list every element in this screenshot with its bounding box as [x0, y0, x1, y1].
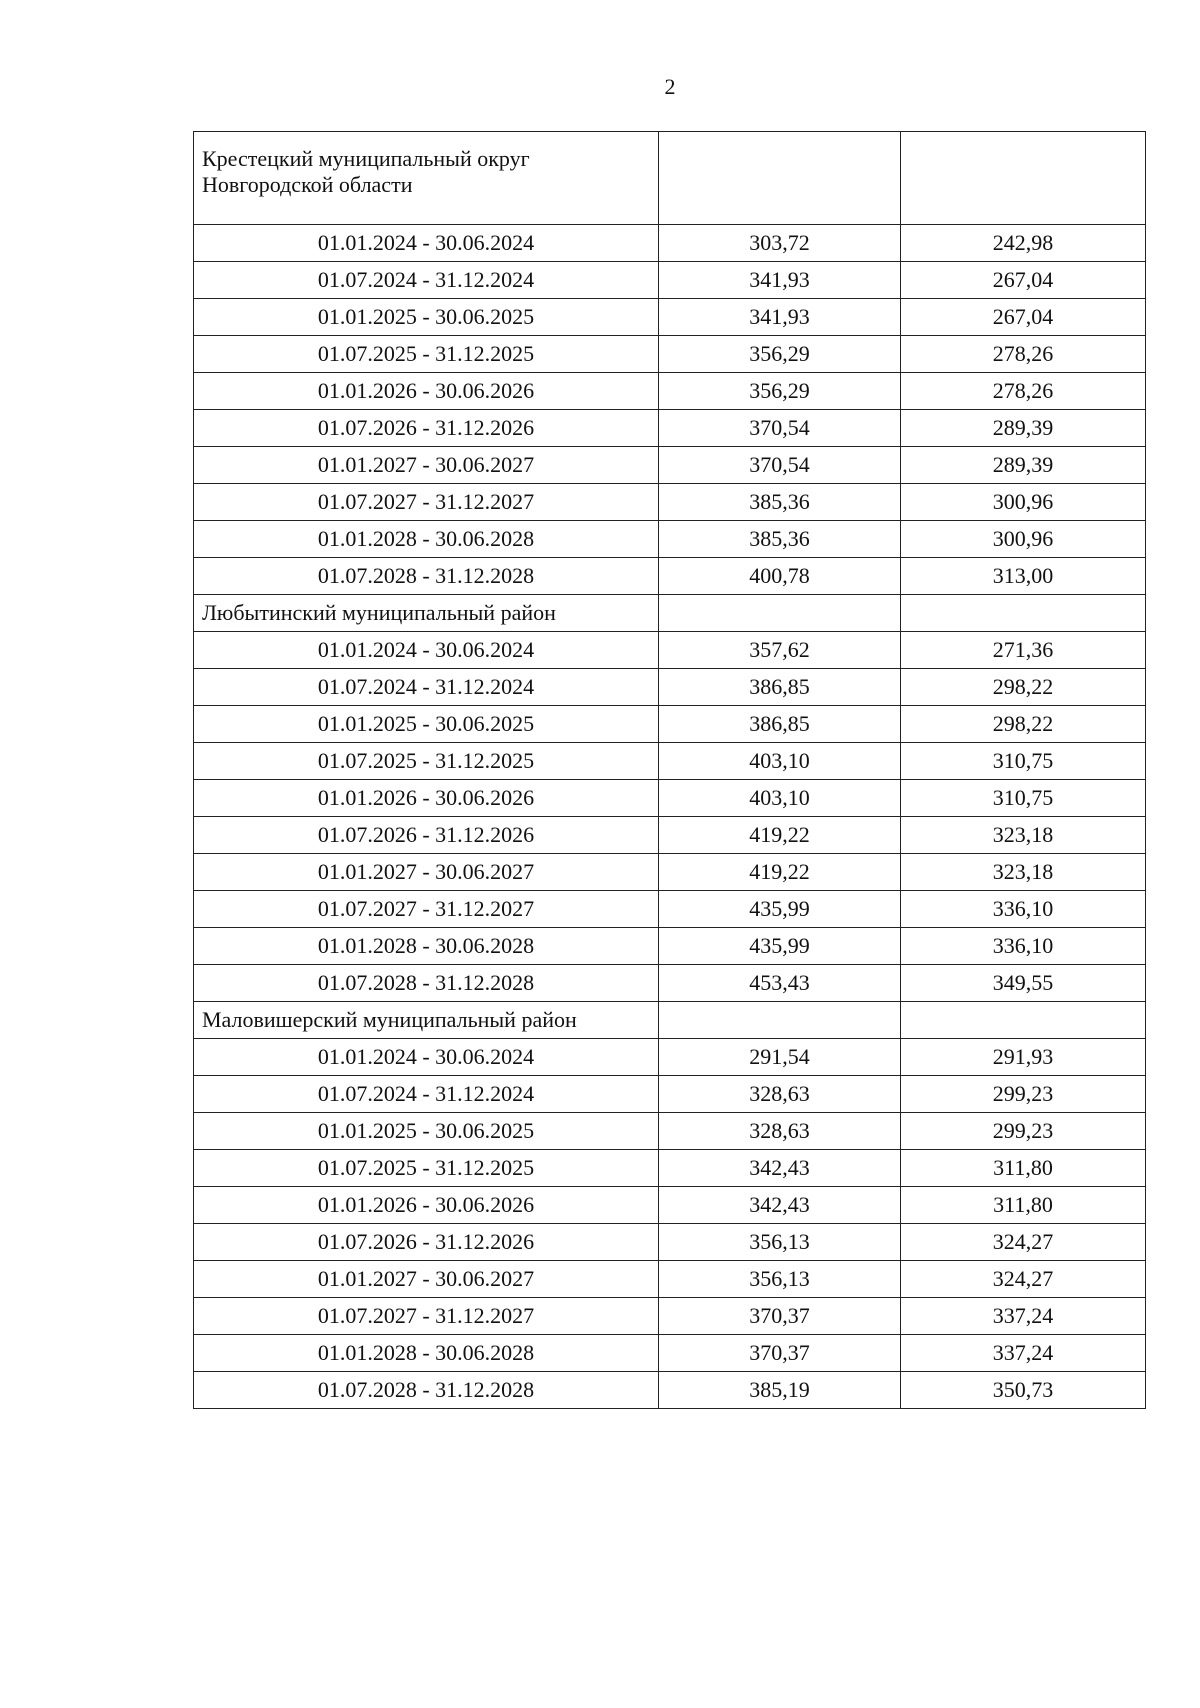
- group-name: Маловишерский муниципальный район: [194, 1002, 659, 1039]
- period-cell: 01.07.2027 - 31.12.2027: [194, 891, 659, 928]
- value-1-cell: 403,10: [659, 780, 901, 817]
- value-2-cell: 298,22: [901, 669, 1146, 706]
- period-cell: 01.07.2025 - 31.12.2025: [194, 743, 659, 780]
- period-cell: 01.07.2024 - 31.12.2024: [194, 1076, 659, 1113]
- table-row: [194, 484, 1146, 521]
- period-cell: 01.07.2028 - 31.12.2028: [194, 1372, 659, 1409]
- value-2-cell: 278,26: [901, 373, 1146, 410]
- period-cell: 01.07.2025 - 31.12.2025: [194, 336, 659, 373]
- period-cell: 01.01.2027 - 30.06.2027: [194, 854, 659, 891]
- table-row: [194, 1076, 1146, 1113]
- table-row: [194, 706, 1146, 743]
- period-cell: 01.07.2024 - 31.12.2024: [194, 262, 659, 299]
- value-2-cell: 300,96: [901, 521, 1146, 558]
- value-2-cell: 311,80: [901, 1150, 1146, 1187]
- value-1-cell: 386,85: [659, 669, 901, 706]
- period-cell: 01.01.2027 - 30.06.2027: [194, 447, 659, 484]
- table-row: [194, 1113, 1146, 1150]
- period-cell: 01.01.2027 - 30.06.2027: [194, 1261, 659, 1298]
- period-cell: 01.07.2027 - 31.12.2027: [194, 1298, 659, 1335]
- table-row: [194, 817, 1146, 854]
- value-1-cell: 385,36: [659, 521, 901, 558]
- value-2-cell: 337,24: [901, 1298, 1146, 1335]
- period-cell: 01.01.2024 - 30.06.2024: [194, 632, 659, 669]
- value-2-cell: 300,96: [901, 484, 1146, 521]
- value-1-cell: 356,13: [659, 1261, 901, 1298]
- value-1-cell: 453,43: [659, 965, 901, 1002]
- value-2-cell: 299,23: [901, 1076, 1146, 1113]
- value-2-cell: 311,80: [901, 1187, 1146, 1224]
- period-cell: 01.01.2025 - 30.06.2025: [194, 299, 659, 336]
- period-cell: 01.01.2024 - 30.06.2024: [194, 225, 659, 262]
- table-row: [194, 669, 1146, 706]
- group-empty-cell: [659, 595, 901, 632]
- value-1-cell: 370,37: [659, 1298, 901, 1335]
- value-1-cell: 357,62: [659, 632, 901, 669]
- value-1-cell: 386,85: [659, 706, 901, 743]
- value-2-cell: 267,04: [901, 299, 1146, 336]
- period-cell: 01.07.2026 - 31.12.2026: [194, 1224, 659, 1261]
- group-name: Любытинский муниципальный район: [194, 595, 659, 632]
- table-row: [194, 1372, 1146, 1409]
- period-cell: 01.01.2026 - 30.06.2026: [194, 1187, 659, 1224]
- value-1-cell: 342,43: [659, 1150, 901, 1187]
- table-row: [194, 1298, 1146, 1335]
- table-row: [194, 1224, 1146, 1261]
- table-row: [194, 1039, 1146, 1076]
- table-row: [194, 299, 1146, 336]
- value-2-cell: 298,22: [901, 706, 1146, 743]
- value-2-cell: 336,10: [901, 891, 1146, 928]
- value-2-cell: 289,39: [901, 447, 1146, 484]
- value-1-cell: 435,99: [659, 891, 901, 928]
- period-cell: 01.07.2026 - 31.12.2026: [194, 410, 659, 447]
- group-empty-cell: [901, 132, 1146, 225]
- period-cell: 01.01.2025 - 30.06.2025: [194, 706, 659, 743]
- value-1-cell: 400,78: [659, 558, 901, 595]
- value-1-cell: 385,36: [659, 484, 901, 521]
- group-header-row: [194, 1002, 1146, 1039]
- table-row: [194, 1187, 1146, 1224]
- value-1-cell: 370,54: [659, 447, 901, 484]
- value-1-cell: 356,29: [659, 373, 901, 410]
- period-cell: 01.07.2028 - 31.12.2028: [194, 558, 659, 595]
- value-1-cell: 370,37: [659, 1335, 901, 1372]
- period-cell: 01.07.2028 - 31.12.2028: [194, 965, 659, 1002]
- tariff-table-body: [194, 132, 1146, 1409]
- group-empty-cell: [659, 1002, 901, 1039]
- table-row: [194, 743, 1146, 780]
- period-cell: 01.07.2024 - 31.12.2024: [194, 669, 659, 706]
- period-cell: 01.07.2025 - 31.12.2025: [194, 1150, 659, 1187]
- value-1-cell: 435,99: [659, 928, 901, 965]
- period-cell: 01.01.2028 - 30.06.2028: [194, 1335, 659, 1372]
- value-1-cell: 419,22: [659, 854, 901, 891]
- value-1-cell: 342,43: [659, 1187, 901, 1224]
- table-row: [194, 1150, 1146, 1187]
- period-cell: 01.01.2028 - 30.06.2028: [194, 521, 659, 558]
- table-row: [194, 632, 1146, 669]
- value-1-cell: 328,63: [659, 1113, 901, 1150]
- group-header-row: [194, 132, 1146, 225]
- value-1-cell: 356,29: [659, 336, 901, 373]
- value-1-cell: 419,22: [659, 817, 901, 854]
- tariff-table: [193, 131, 1146, 1409]
- value-2-cell: 337,24: [901, 1335, 1146, 1372]
- table-row: [194, 891, 1146, 928]
- value-2-cell: 267,04: [901, 262, 1146, 299]
- table-row: [194, 373, 1146, 410]
- table-row: [194, 447, 1146, 484]
- table-row: [194, 410, 1146, 447]
- period-cell: 01.01.2028 - 30.06.2028: [194, 928, 659, 965]
- value-2-cell: 324,27: [901, 1224, 1146, 1261]
- table-row: [194, 1335, 1146, 1372]
- value-1-cell: 370,54: [659, 410, 901, 447]
- value-2-cell: 278,26: [901, 336, 1146, 373]
- group-empty-cell: [901, 1002, 1146, 1039]
- table-row: [194, 262, 1146, 299]
- value-1-cell: 403,10: [659, 743, 901, 780]
- group-empty-cell: [901, 595, 1146, 632]
- value-1-cell: 356,13: [659, 1224, 901, 1261]
- group-name: Крестецкий муниципальный округ Новгородской области: [194, 132, 659, 225]
- page-number: 2: [664, 74, 676, 99]
- value-2-cell: 350,73: [901, 1372, 1146, 1409]
- period-cell: 01.07.2027 - 31.12.2027: [194, 484, 659, 521]
- table-row: [194, 521, 1146, 558]
- value-2-cell: 349,55: [901, 965, 1146, 1002]
- table-row: [194, 336, 1146, 373]
- value-1-cell: 385,19: [659, 1372, 901, 1409]
- value-2-cell: 323,18: [901, 817, 1146, 854]
- value-1-cell: 341,93: [659, 262, 901, 299]
- value-2-cell: 324,27: [901, 1261, 1146, 1298]
- group-header-row: [194, 595, 1146, 632]
- period-cell: 01.07.2026 - 31.12.2026: [194, 817, 659, 854]
- period-cell: 01.01.2024 - 30.06.2024: [194, 1039, 659, 1076]
- value-2-cell: 271,36: [901, 632, 1146, 669]
- value-2-cell: 310,75: [901, 743, 1146, 780]
- value-2-cell: 310,75: [901, 780, 1146, 817]
- table-row: [194, 780, 1146, 817]
- value-2-cell: 313,00: [901, 558, 1146, 595]
- value-2-cell: 291,93: [901, 1039, 1146, 1076]
- value-2-cell: 242,98: [901, 225, 1146, 262]
- table-row: [194, 854, 1146, 891]
- table-row: [194, 1261, 1146, 1298]
- table-row: [194, 225, 1146, 262]
- table-row: [194, 558, 1146, 595]
- table-row: [194, 928, 1146, 965]
- value-2-cell: 336,10: [901, 928, 1146, 965]
- period-cell: 01.01.2026 - 30.06.2026: [194, 373, 659, 410]
- table-row: [194, 965, 1146, 1002]
- value-2-cell: 289,39: [901, 410, 1146, 447]
- period-cell: 01.01.2026 - 30.06.2026: [194, 780, 659, 817]
- value-1-cell: 328,63: [659, 1076, 901, 1113]
- value-1-cell: 303,72: [659, 225, 901, 262]
- group-empty-cell: [659, 132, 901, 225]
- period-cell: 01.01.2025 - 30.06.2025: [194, 1113, 659, 1150]
- value-1-cell: 291,54: [659, 1039, 901, 1076]
- value-1-cell: 341,93: [659, 299, 901, 336]
- value-2-cell: 299,23: [901, 1113, 1146, 1150]
- value-2-cell: 323,18: [901, 854, 1146, 891]
